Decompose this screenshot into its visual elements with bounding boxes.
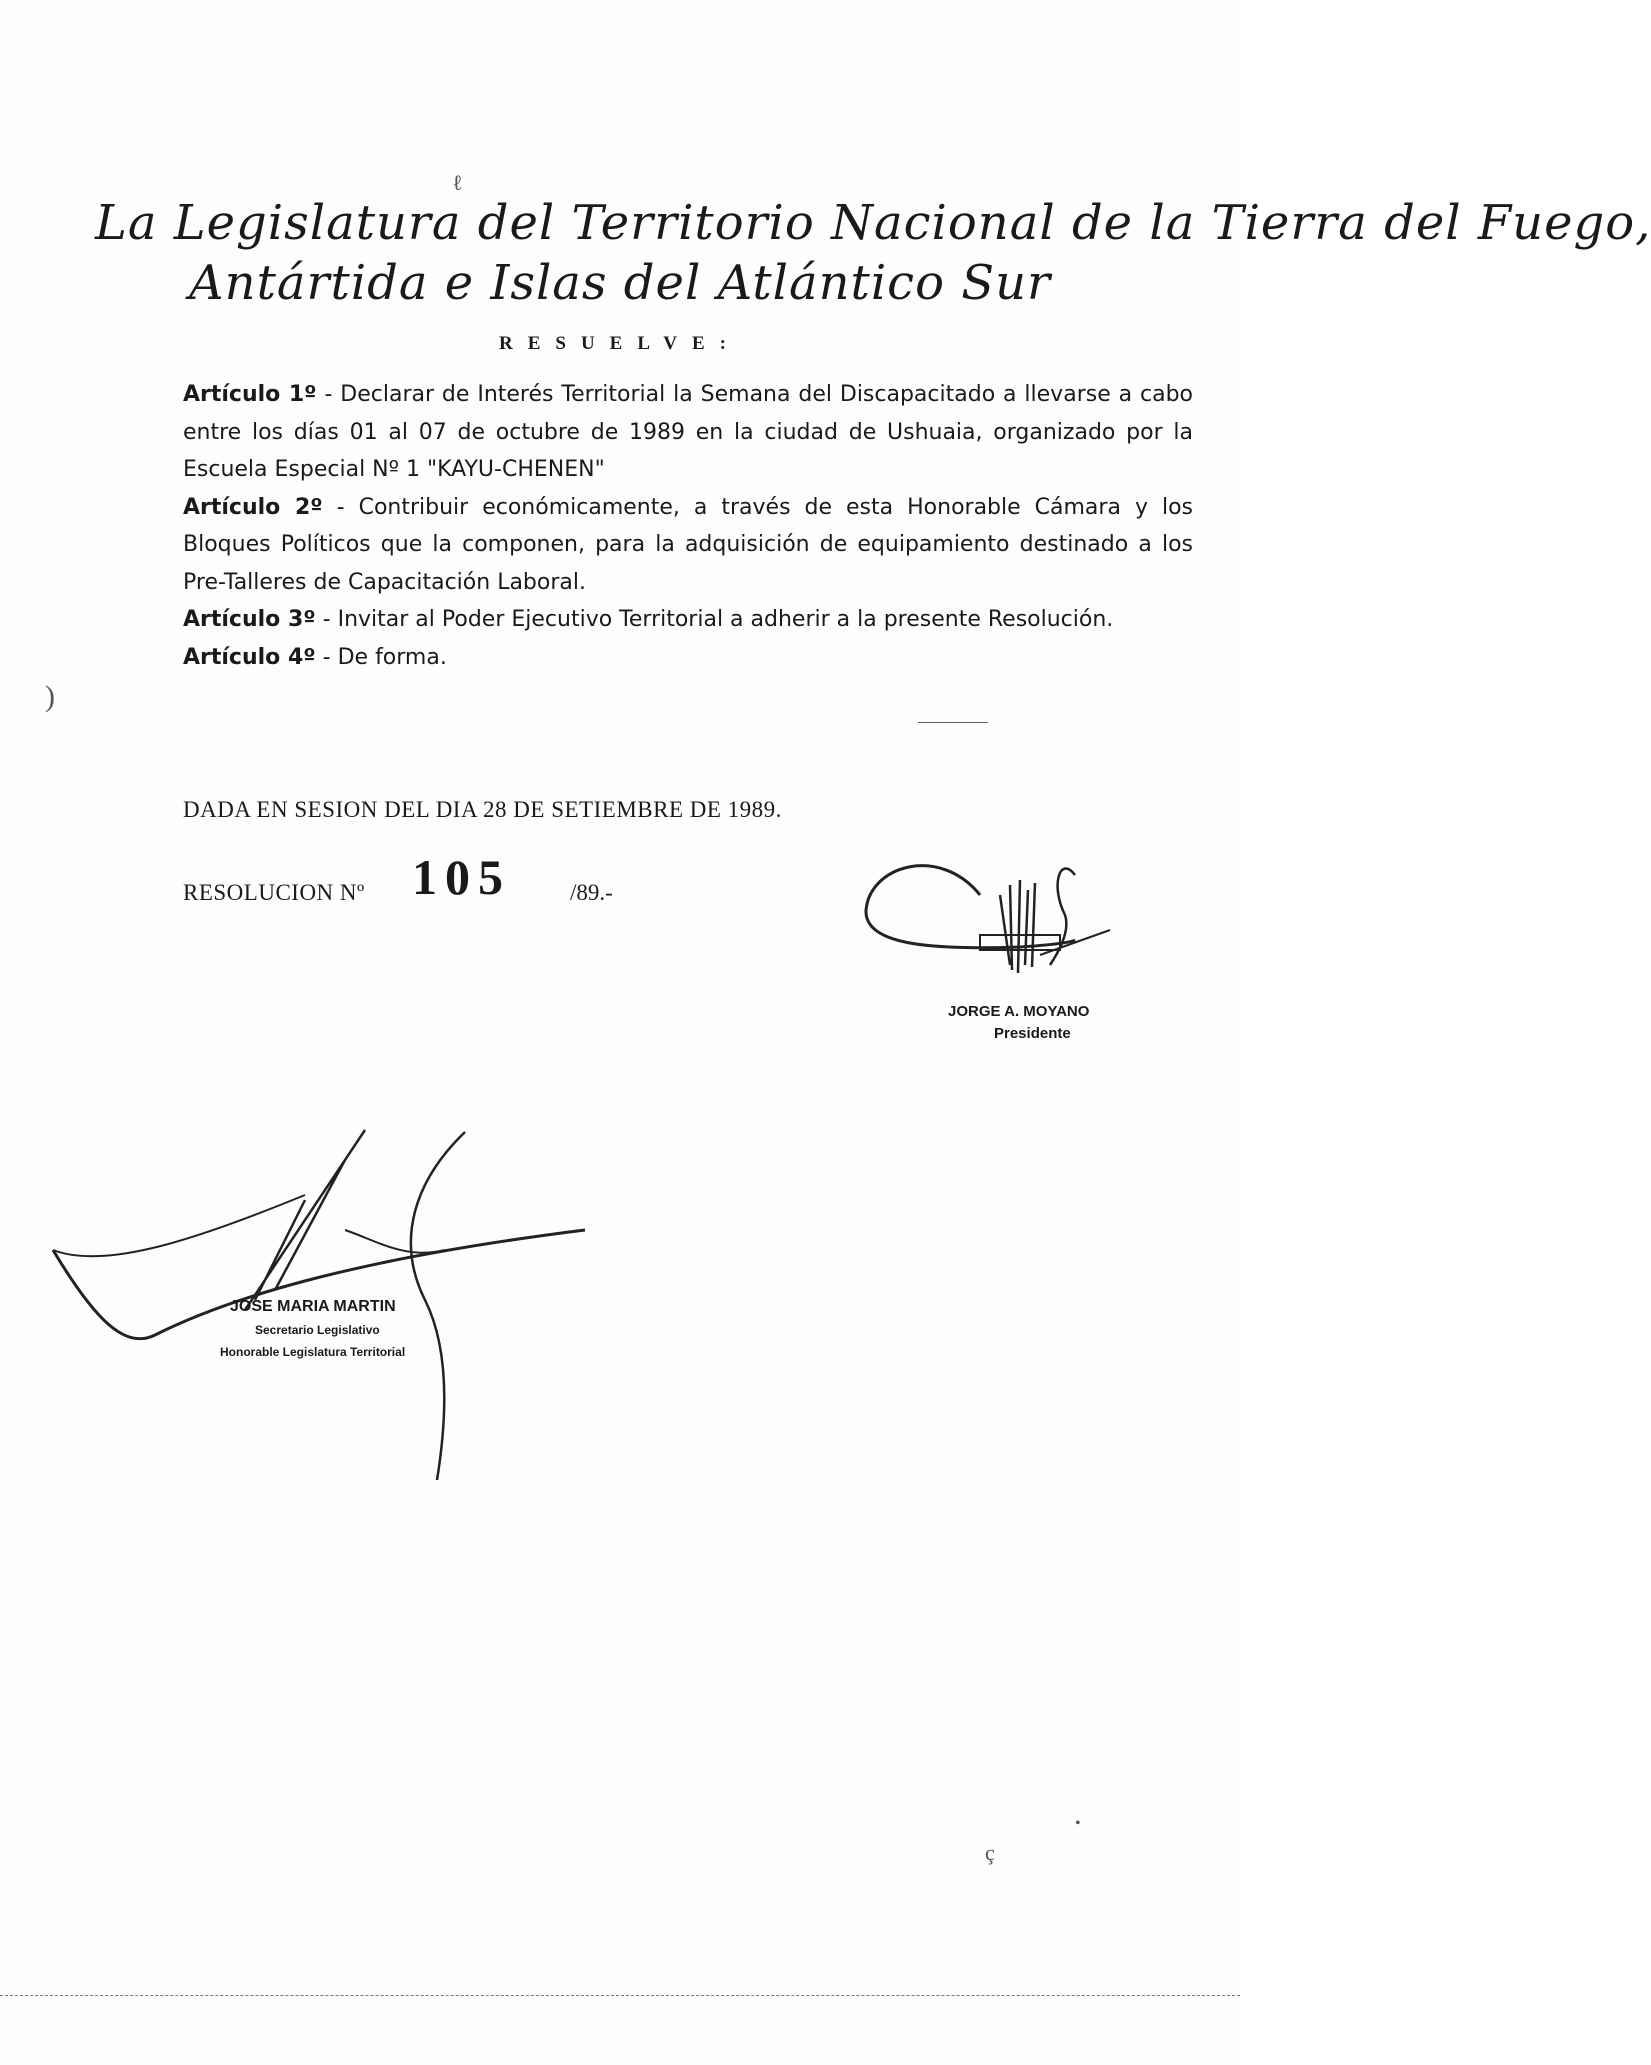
article-1-label: Artículo 1º	[183, 382, 317, 407]
secretary-institution: Honorable Legislatura Territorial	[220, 1345, 406, 1359]
article-3	[183, 601, 1193, 639]
resolution-label: RESOLUCION Nº	[183, 880, 365, 905]
article-3-label: Artículo 3º	[183, 607, 316, 632]
resolution-number: 105	[412, 849, 511, 905]
article-2-label: Artículo 2º	[183, 494, 323, 520]
letterhead-line-1: La Legislatura del Territorio Nacional de la Tierra del Fuego,	[95, 195, 1651, 251]
separator-dash	[918, 722, 988, 723]
secretary-name: JOSE MARIA MARTIN	[230, 1298, 396, 1315]
president-signature	[860, 855, 1130, 1015]
article-4-label: Artículo 4º	[183, 644, 316, 670]
resolution-year: /89.-	[570, 880, 613, 905]
scan-mark: •	[1075, 1815, 1081, 1832]
letterhead-line-2: Antártida e Islas del Atlántico Sur	[189, 255, 1051, 311]
article-2-text: - Contribuir económicamente, a través de esta Honorable Cámara y los Bloques Políticos que la componen, para la adquisición de equipamiento destinado a los Pre-Talleres de Capacitación Laboral.	[183, 494, 1193, 595]
secretary-title: Secretario Legislativo	[255, 1323, 380, 1337]
articles-body	[183, 376, 1193, 676]
article-2	[183, 489, 1193, 602]
article-1-text: - Declarar de Interés Territorial la Semana del Discapacitado a llevarse a cabo entre los días 01 al 07 de octubre de 1989 en la ciudad de Ushuaia, organizado por la Escuela Especial Nº 1 "KAYU-CHENEN"	[183, 382, 1194, 482]
scan-mark: ℓ	[452, 170, 463, 195]
article-3-text: - Invitar al Poder Ejecutivo Territorial a adherir a la presente Resolución.	[315, 607, 1114, 632]
session-date-line: DADA EN SESION DEL DIA 28 DE SETIEMBRE DE 1989.	[183, 797, 782, 822]
article-4-text: - De forma.	[315, 644, 447, 670]
article-4	[183, 639, 1193, 677]
president-title: Presidente	[994, 1025, 1071, 1042]
scan-mark: ç	[985, 1840, 995, 1865]
resuelve-heading: RESUELVE:	[498, 333, 741, 354]
article-1	[183, 376, 1193, 489]
president-name: JORGE A. MOYANO	[948, 1003, 1090, 1020]
scan-mark: )	[45, 680, 55, 713]
bottom-rule	[0, 1995, 1240, 1996]
